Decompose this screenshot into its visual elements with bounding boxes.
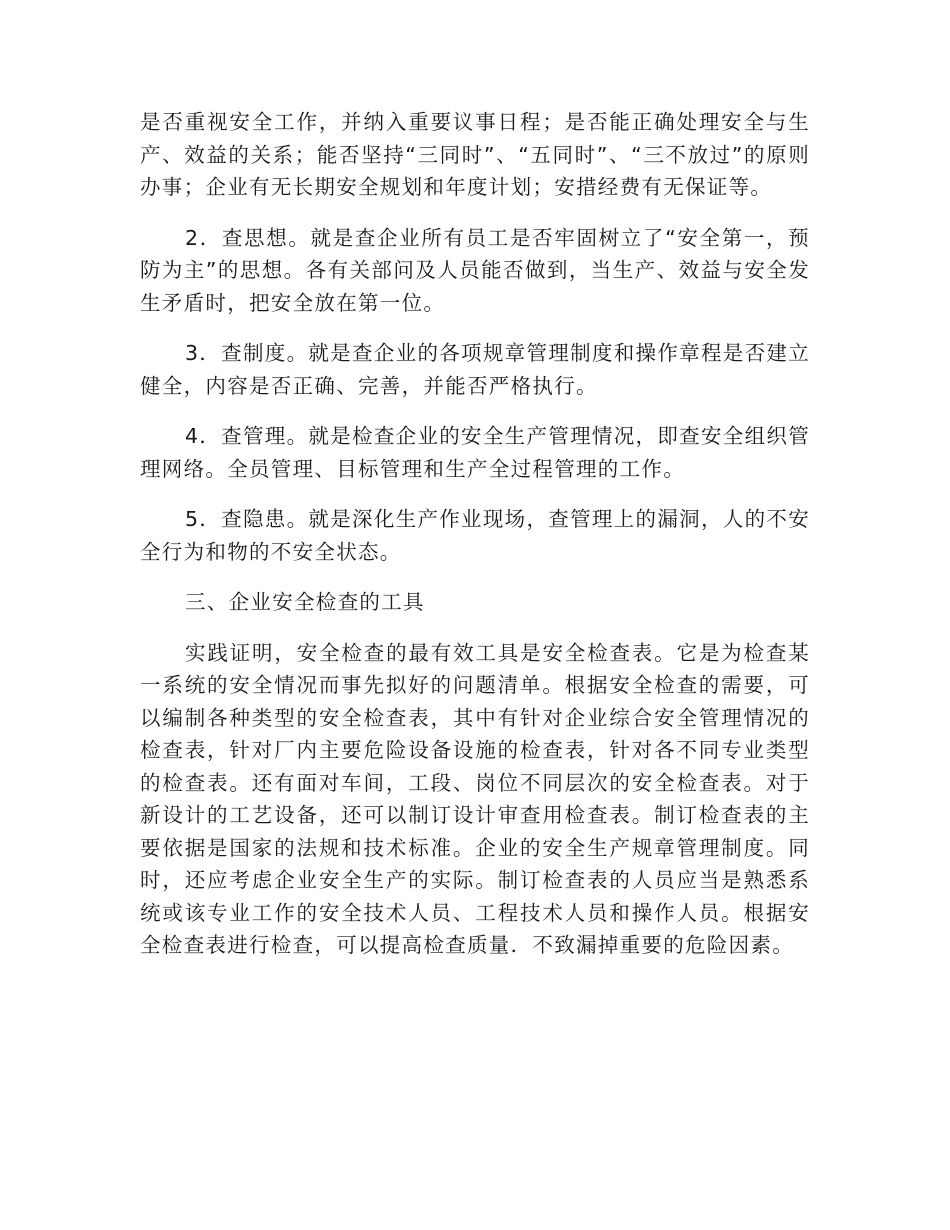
paragraph-check-thinking: 2．查思想。就是查企业所有员工是否牢固树立了“安全第一，预防为主”的思想。各有关部问及人员能否做到，当生产、效益与安全发生矛盾时，把安全放在第一位。	[140, 225, 810, 315]
section-heading-inspection-tools: 三、企业安全检查的工具	[185, 590, 425, 614]
paragraph-check-hazards: 5．查隐患。就是深化生产作业现场，查管理上的漏洞，人的不安全行为和物的不安全状态。	[140, 507, 810, 564]
paragraph-check-management: 4．查管理。就是检查企业的安全生产管理情况，即查安全组织管理网络。全员管理、目标管理和生产全过程管理的工作。	[140, 424, 810, 481]
paragraph-check-system: 3．查制度。就是查企业的各项规章管理制度和操作章程是否建立健全，内容是否正确、完善，并能否严格执行。	[140, 341, 810, 398]
paragraph-continuation: 是否重视安全工作，并纳入重要议事日程；是否能正确处理安全与生产、效益的关系；能否坚持“三同时”、“五同时”、“三不放过”的原则办事；企业有无长期安全规划和年度计划；安措经费有无保证等。	[140, 110, 810, 199]
document-body	[140, 106, 810, 980]
paragraph-inspection-tools: 实践证明，安全检查的最有效工具是安全检查表。它是为检查某一系统的安全情况而事先拟好的问题清单。根据安全检查的需要，可以编制各种类型的安全检查表，其中有针对企业综合安全管理情况的检查表，针对厂内主要危险设备设施的检查表，针对各不同专业类型的检查表。还有面对车间，工段、岗位不同层次的安全检查表。对于新设计的工艺设备，还可以制订设计审查用检查表。制订检查表的主要依据是国家的法规和技术标准。企业的安全生产规章管理制度。同时，还应考虑企业安全生产的实际。制订检查表的人员应当是熟悉系统或该专业工作的安全技术人员、工程技术人员和操作人员。根据安全检查表进行检查，可以提高检查质量．不致漏掉重要的危险因素。	[140, 640, 810, 957]
